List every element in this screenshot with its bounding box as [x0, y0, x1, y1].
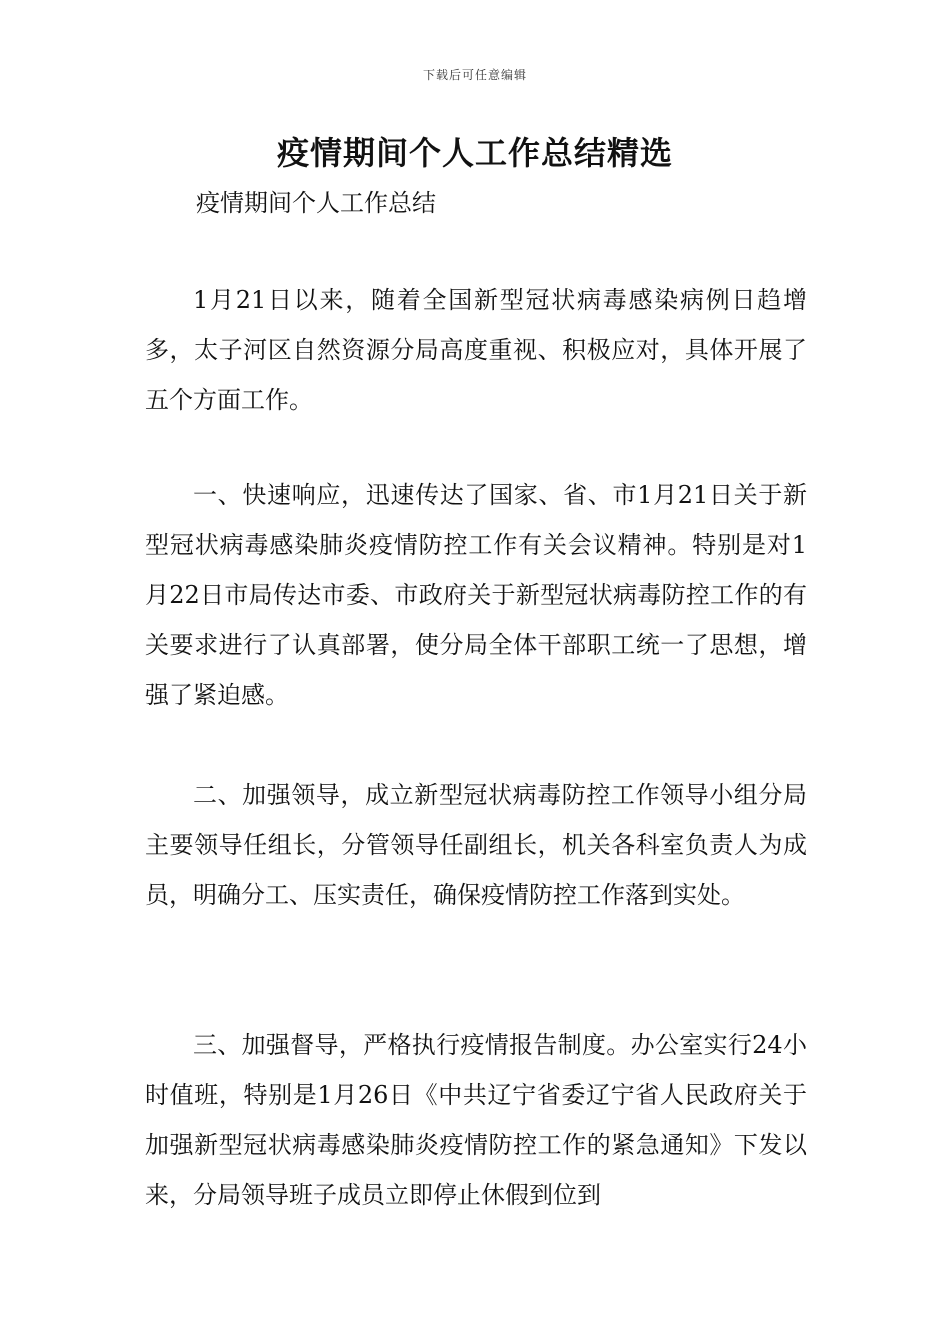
document-title: 疫情期间个人工作总结精选 — [276, 134, 673, 172]
paragraph-intro: 1月21日以来，随着全国新型冠状病毒感染病例日趋增多，太子河区自然资源分局高度重视、积极应对，具体开展了五个方面工作。 — [145, 286, 807, 414]
paragraph-section-2: 二、加强领导，成立新型冠状病毒防控工作领导小组分局主要领导任组长，分管领导任副组长，机关各科室负责人为成员，明确分工、压实责任，确保疫情防控工作落到实处。 — [145, 781, 807, 909]
document-subtitle: 疫情期间个人工作总结 — [196, 189, 436, 217]
paragraph-section-1: 一、快速响应，迅速传达了国家、省、市1月21日关于新型冠状病毒感染肺炎疫情防控工作有关会议精神。特别是对1月22日市局传达市委、市政府关于新型冠状病毒防控工作的有关要求进行了认真部署，使分局全体干部职工统一了思想，增强了紧迫感。 — [145, 481, 807, 709]
header-note: 下载后可任意编辑 — [422, 68, 527, 82]
paragraph-section-3: 三、加强督导，严格执行疫情报告制度。办公室实行24小时值班，特别是1月26日《中共辽宁省委辽宁省人民政府关于加强新型冠状病毒感染肺炎疫情防控工作的紧急通知》下发以来，分局领导班子成员立即停止休假到位到 — [145, 1031, 807, 1209]
